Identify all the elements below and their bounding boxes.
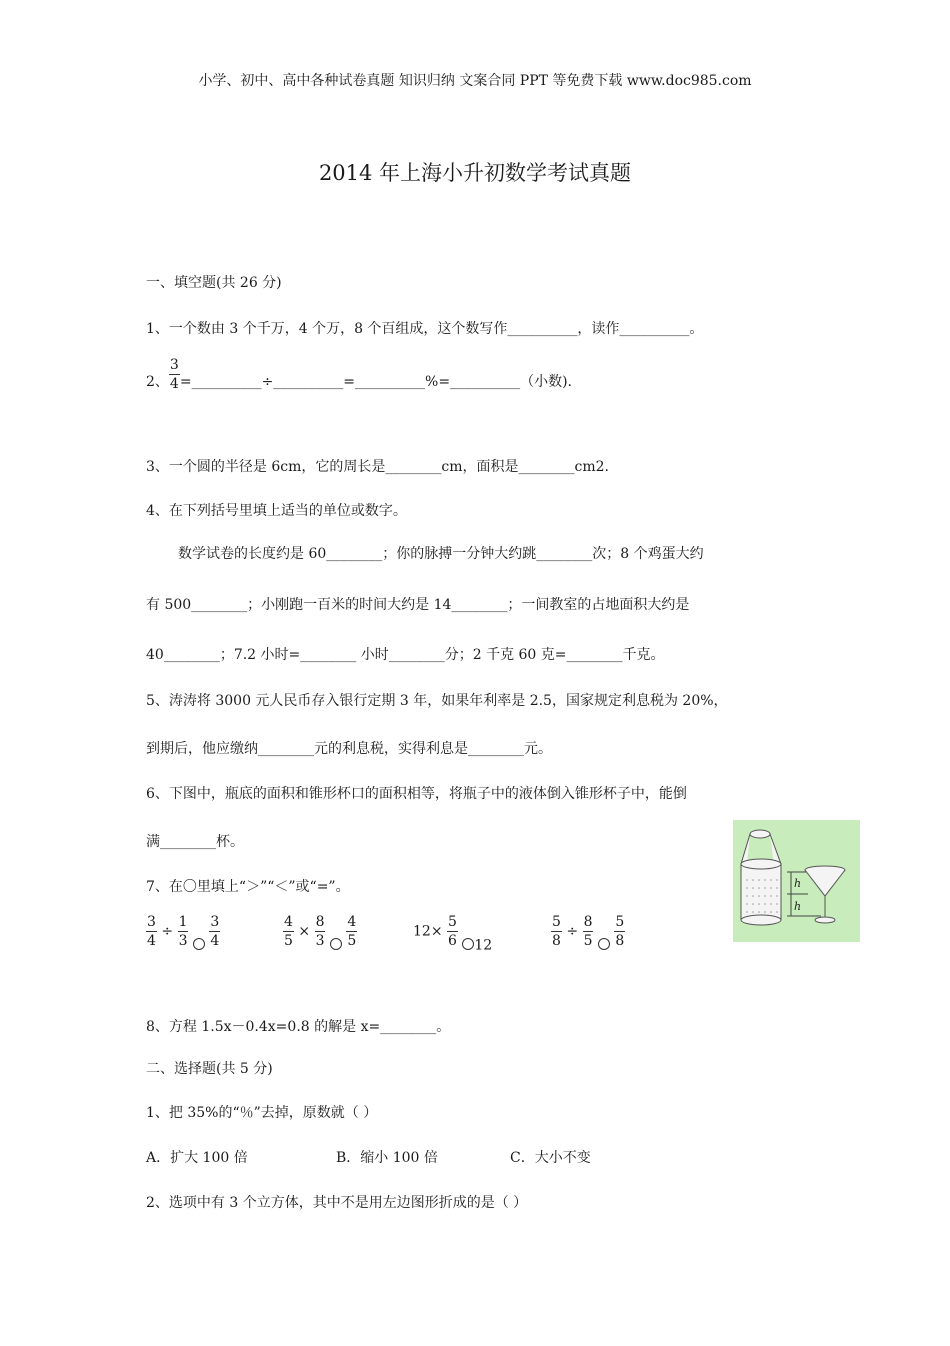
q2-frac-num: 3 [169, 357, 179, 373]
e1-frac-b [178, 915, 189, 948]
question-1-3: 3、一个圆的半径是 6cm，它的周长是________cm，面积是________cm2. [146, 459, 609, 475]
bottle-cone-figure [733, 820, 860, 942]
e2-frac-a [283, 915, 294, 948]
compare-expression-1 [146, 915, 220, 950]
e4-frac-c [614, 915, 625, 948]
section1-heading: 一、填空题(共 26 分) [146, 275, 282, 291]
q2-rest: =__________÷__________=__________%=__________（小数). [179, 374, 572, 390]
q2-fraction [169, 358, 180, 391]
question-1-4-line2: 有 500________；小刚跑一百米的时间大约是 14________；一间教室的占地面积大约是 [146, 597, 690, 613]
option-c[interactable]: C．大小不变 [510, 1150, 591, 1166]
e2-frac-b [315, 915, 326, 948]
e4-op: ÷ [566, 923, 579, 940]
e2-b-den: 3 [315, 933, 325, 949]
compare-expression-3 [413, 915, 492, 954]
compare-circle-3[interactable] [462, 938, 474, 950]
e1-frac-c [209, 915, 220, 948]
question-1-6-line1: 6、下图中，瓶底的面积和锥形杯口的面积相等，将瓶子中的液体倒入锥形杯子中，能倒 [146, 786, 687, 802]
e1-op: ÷ [161, 923, 174, 940]
option-a[interactable]: A．扩大 100 倍 [146, 1150, 248, 1166]
e3-frac-b [447, 915, 458, 948]
e1-frac-a [146, 915, 157, 948]
question-2-1-stem: 1、把 35%的“％”去掉，原数就（ ） [146, 1105, 378, 1121]
q2-frac-den: 4 [169, 376, 179, 392]
e2-a-num: 4 [284, 914, 293, 930]
e2-frac-c [346, 915, 357, 948]
e3-b-num: 5 [448, 914, 457, 930]
e1-c-den: 4 [210, 933, 220, 949]
option-b[interactable]: B．缩小 100 倍 [336, 1150, 438, 1166]
bottle-cone-illustration [733, 820, 860, 942]
e4-c-den: 8 [615, 933, 625, 949]
compare-circle-2[interactable] [330, 938, 342, 950]
question-2-2-stem: 2、选项中有 3 个立方体，其中不是用左边图形折成的是（ ） [146, 1195, 528, 1211]
e3-lead: 12× [413, 923, 443, 940]
section2-heading: 二、选择题(共 5 分) [146, 1061, 273, 1077]
question-1-5-line2: 到期后，他应缴纳________元的利息税，实得利息是________元。 [146, 741, 552, 757]
e1-a-num: 3 [147, 914, 156, 930]
e2-c-num: 4 [347, 914, 357, 930]
e2-op: × [298, 923, 311, 940]
question-1-1: 1、一个数由 3 个千万，4 个万，8 个百组成，这个数写作__________，读作__________。 [146, 321, 704, 337]
question-1-8: 8、方程 1.5x－0.4x=0.8 的解是 x=________。 [146, 1019, 451, 1035]
e4-b-den: 5 [583, 933, 593, 949]
e4-b-num: 8 [583, 914, 593, 930]
e4-frac-a [551, 915, 562, 948]
e4-a-num: 5 [552, 914, 561, 930]
page-title: 2014 年上海小升初数学考试真题 [318, 161, 632, 185]
question-1-4-line3: 40________；7.2 小时=________ 小时________分；2 千克 60 克=________千克。 [146, 647, 665, 663]
q2-prefix: 2、 [146, 374, 169, 390]
h-label-bottom: h [794, 900, 802, 913]
e3-b-den: 6 [448, 933, 457, 949]
question-1-6-line2: 满________杯。 [146, 834, 244, 850]
e1-a-den: 4 [147, 933, 156, 949]
compare-expression-4 [551, 915, 625, 950]
e2-b-num: 8 [315, 914, 325, 930]
e4-a-den: 8 [552, 933, 561, 949]
question-1-2 [146, 358, 572, 391]
page-header: 小学、初中、高中各种试卷真题 知识归纳 文案合同 PPT 等免费下载 www.doc985.com [198, 73, 752, 89]
compare-expression-2 [283, 915, 357, 950]
e4-frac-b [583, 915, 594, 948]
e2-a-den: 5 [284, 933, 293, 949]
h-label-top: h [794, 877, 802, 890]
compare-circle-1[interactable] [193, 938, 205, 950]
e4-c-num: 5 [615, 914, 625, 930]
e3-tail: 12 [474, 937, 493, 954]
question-1-4-stem: 4、在下列括号里填上适当的单位或数字。 [146, 503, 407, 519]
question-1-5-line1: 5、涛涛将 3000 元人民币存入银行定期 3 年，如果年利率是 2.5，国家规定利息税为 20%， [146, 693, 728, 709]
e1-c-num: 3 [210, 914, 220, 930]
compare-circle-4[interactable] [598, 938, 610, 950]
e1-b-den: 3 [178, 933, 188, 949]
e2-c-den: 5 [347, 933, 357, 949]
question-1-4-line1: 数学试卷的长度约是 60________；你的脉搏一分钟大约跳________次；8 个鸡蛋大约 [178, 546, 704, 562]
e1-b-num: 1 [178, 914, 188, 930]
question-1-7-stem: 7、在〇里填上“＞”“＜”或“=”。 [146, 879, 350, 895]
